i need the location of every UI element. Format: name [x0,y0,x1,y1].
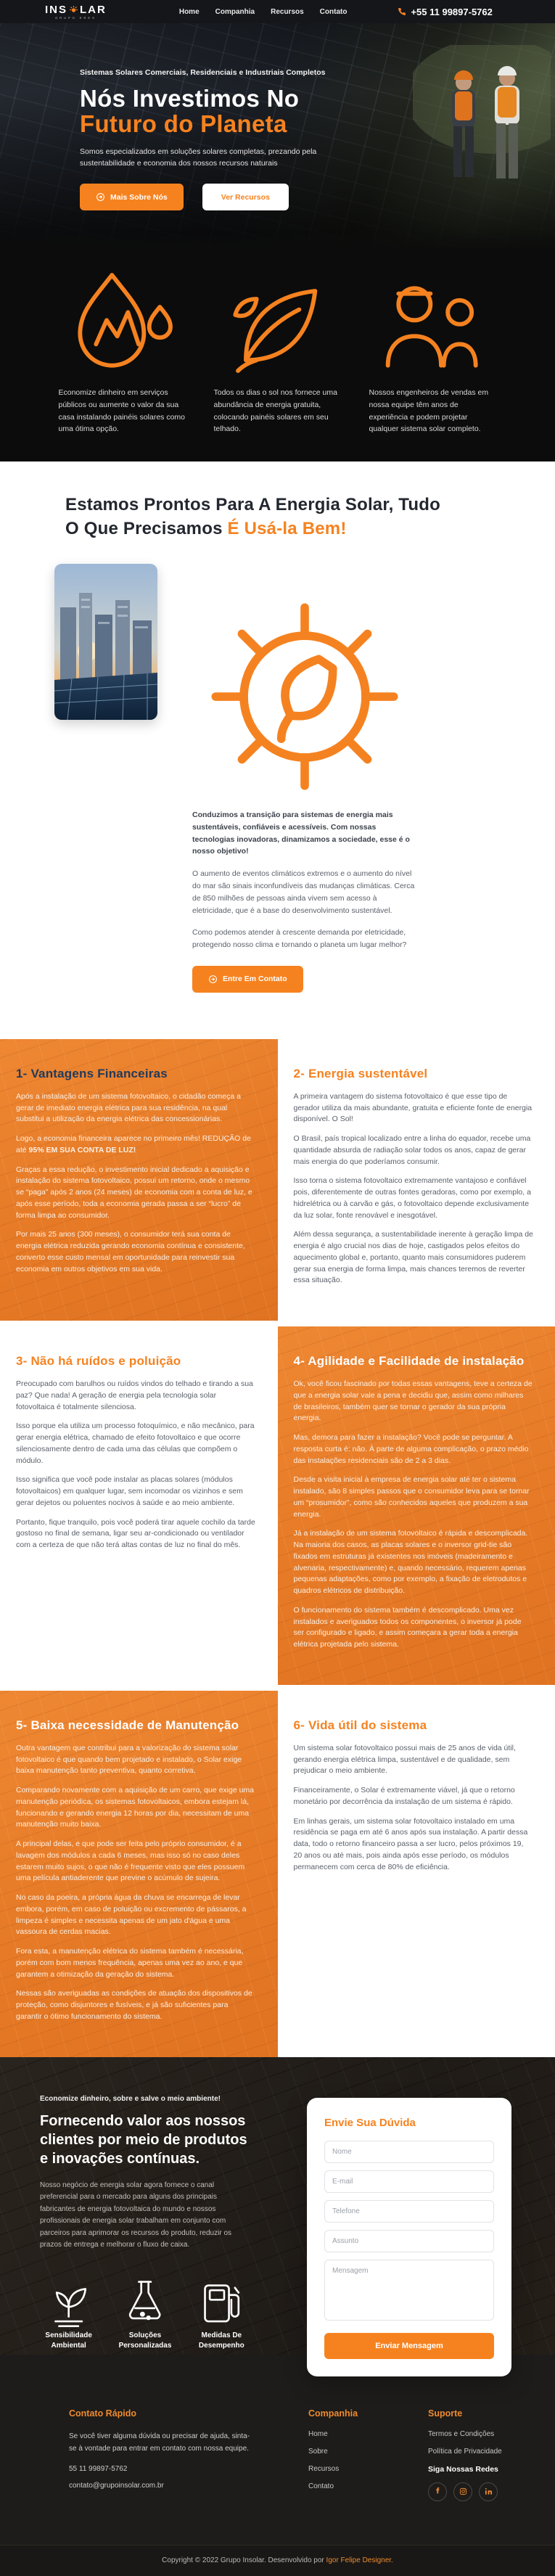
linkedin-icon[interactable] [479,2482,498,2501]
footer-phone[interactable]: 55 11 99897-5762 [69,2465,250,2473]
footer-support-column [428,2408,551,2501]
feature-engineers [369,259,497,435]
instagram-icon[interactable] [453,2482,472,2501]
solar-savings-icon [59,259,186,387]
feature-free-energy [214,259,342,435]
header-phone-link[interactable] [398,7,492,17]
card-agilidade-instalacao: 4- Agilidade e Facilidade de instalação Ok, você ficou fascinado por todas essas vantagens, teve a certeza de que a energia solar vale a pena e decidiu que, assim como milhares de brasileiros, também quer se tornar o gerador da sua própria energia. Mas, demora para fazer a instalação? Você pode se perguntar. A resposta curta é: não. À parte de alguma complicação, o prazo médio das instalações residenciais são de 2 a 3 dias. Desde a visita inicial à empresa de energia solar até ter o sistema instalado, são 8 simples passos que o consumidor leva para se tornar um “prosumidor”, como são conhecidos aqueles que produzem a sua energia. Já a instalação de um sistema fotovoltaico é rápida e descomplicada. Na maioria dos casos, as placas solares e o inversor grid-tie são fixados em estruturas já existentes nos imóveis (madeiramento e alvenaria, respectivamente) e, quando necessário, requerem apenas pequenas adaptações, como por exemplo, a fixação de eletrodutos e quadros elétricos de distribuição. O funcionamento do sistema também é descomplicado. Uma vez instalados e averiguados todos os componentes, o inversor já pode ser configurado e ligado, e assim começara a gerar toda a energia elétrica projetada pelo sistema. [278,1326,555,1685]
feature-solutions-label: Soluções Personalizadas [116,2331,173,2351]
gear-leaf-icon [192,584,417,809]
form-title: Envie Sua Dúvida [324,2117,494,2129]
footer-link-contato[interactable]: Contato [308,2482,395,2490]
about-us-button[interactable]: Mais Sobre Nós [80,184,184,210]
arrow-circle-icon [96,192,105,202]
ready-title: Estamos Prontos Para A Energia Solar, Tudo O Que Precisamos É Usá-la Bem! [65,493,555,541]
feature-savings [59,259,186,435]
hero-title: Nós Investimos No Futuro do Planeta [80,86,348,137]
engineers-icon [369,259,497,387]
see-resources-button[interactable]: Ver Recursos [202,184,289,210]
footer-social-title: Siga Nossas Redes [428,2465,551,2474]
flask-icon [116,2273,173,2331]
card-title: 6- Vida útil do sistema [294,1718,534,1733]
feature-solutions [116,2273,173,2351]
ready-section [0,462,555,548]
send-message-button[interactable]: Enviar Mensagem [324,2333,494,2359]
nav-recursos[interactable]: Recursos [271,8,304,16]
mission-section [0,548,555,1022]
logo-text-left: INS [45,4,67,15]
card-title: 2- Energia sustentável [294,1067,534,1081]
contact-button[interactable]: Entre Em Contato [192,966,303,993]
footer-email[interactable]: contato@grupoinsolar.com.br [69,2482,250,2490]
hero-subtitle: Somos especializados em soluções solares completas, prezando pela sustentabilidade e economia dos nossos recursos naturais [80,146,319,170]
message-field[interactable] [324,2260,494,2321]
features-strip [0,250,555,462]
sun-icon [69,5,78,15]
logo-text-right: LAR [80,4,107,15]
card-vantagens-financeiras: 1- Vantagens Financeiras Após a instalação de um sistema fotovoltaico, o cidadão começa a gerar de imediato energia elétrica para sua residência, na qual substitui a utilização da energia elétrica das concessionárias. Logo, a economia financeira aparece no primeiro mês! REDUÇÃO de até 95% EM SUA CONTA DE LUZ! Graças a essa redução, o investimento inicial dedicado a aquisição e instalação do sistema fotovoltaico, possui um retorno, onde o mesmo se “paga” após 2 anos (24 meses) de economia com a conta de luz, e após esse período, toda a economia gerada passa a ser “lucro” de forma limpa ao consumidor. Por mais 25 anos (300 meses), o consumidor terá sua conta de energia elétrica reduzida gerando economia contínua e consistente, converto esse custo mensal em oportunidade para reinvestir sua economia em outros objetivos em sua vida. [0,1039,278,1321]
contact-form [307,2098,511,2376]
header-phone-number: +55 11 99897-5762 [411,7,492,17]
footer-contact-title: Contato Rápido [69,2408,250,2419]
facebook-icon[interactable] [428,2482,447,2501]
logo-subtitle: GRUPO ERES [45,17,107,20]
value-cta-section [0,2057,555,2355]
advantages-grid [0,1039,555,2057]
feature-performance [193,2273,250,2351]
cta-text: Nosso negócio de energia solar agora fornece o canal preferencial para o mercado para alguns dos principais fabricantes de energia fotovoltaica do mundo e nossos profissionais de energia solar trabalham em conjunto com parceiros para aprimorar os recursos do produto, reduzir os prazos de entrega e melhorar o fluxo de caixa. [40,2180,250,2252]
footer-company-column [308,2408,395,2501]
feature-performance-label: Medidas De Desempenho [193,2331,250,2351]
feature-savings-text: Economize dinheiro em serviços públicos ou aumente o valor da sua casa instalando painéis solares como uma ótima opção. [59,387,186,435]
card-title: 4- Agilidade e Facilidade de instalação [294,1354,534,1369]
card-title: 1- Vantagens Financeiras [16,1067,256,1081]
name-field[interactable] [324,2141,494,2163]
footer-link-home[interactable]: Home [308,2430,395,2438]
free-energy-icon [214,259,342,387]
cta-title: Fornecendo valor aos nossos clientes por meio de produtos e inovações contínuas. [40,2112,250,2168]
mission-lead: Conduzimos a transição para sistemas de energia mais sustentáveis, confiáveis e acessíveis. Com nossas tecnologias inovadoras, dinamizamos a sociedade, esse é o nosso objetivo! [192,809,417,858]
footer-link-privacidade[interactable]: Política de Privacidade [428,2448,551,2456]
arrow-circle-icon [208,975,218,984]
feature-engineers-text: Nossos engenheiros de vendas em nossa equipe têm anos de experiência e podem projetar qualquer sistema solar completo. [369,387,497,435]
nav-companhia[interactable]: Companhia [215,8,255,16]
header [0,0,555,23]
mission-paragraph-2: Como podemos atender à crescente demanda por eletricidade, protegendo nosso clima e tornando o planeta um lugar melhor? [192,927,417,951]
ready-title-accent: É Usá-la Bem! [228,519,347,538]
feature-environment-label: Sensibilidade Ambiental [40,2331,97,2351]
footer [0,2355,555,2545]
highlight-95-percent: 95% EM SUA CONTA DE LUZ! [29,1146,136,1154]
card-energia-sustentavel: 2- Energia sustentável A primeira vantagem do sistema fotovoltaico é que esse tipo de gerador utiliza da mais abundante, gratuita e eficiente fonte de energia disponível. O Sol! O Brasil, país tropical localizado entre a linha do equador, recebe uma quantidade absurda de radiação solar todos os anos, capaz de gerar mais energia do que poderíamos consumir. Isso torna o sistema fotovoltaico extremamente vantajoso e confiável pois, diferentemente de outras fontes geradoras, como por exemplo, a hidrelétrica ou à carvão e gás, o fotovoltaico depende exclusivamente da luz solar, fonte renovável e inesgotável. Além dessa segurança, a sustentabilidade inerente à geração limpa de energia é algo crucial nos dias de hoje, castigados pelos efeitos do aquecimento global e, portanto, quanto mais consumidores puderem gerar sua energia de forma limpa, mais chances teremos de reverter essa situação. [278,1039,555,1321]
footer-contact-text: Se você tiver alguma dúvida ou precisar de ajuda, sinta-se à vontade para entrar em contato com nossa equipe. [69,2430,250,2455]
footer-support-title: Suporte [428,2408,551,2419]
hero-section [0,23,555,250]
nav-contato[interactable]: Contato [320,8,348,16]
card-sem-ruidos: 3- Não há ruídos e poluição Preocupado com barulhos ou ruídos vindos do telhado e tirando a sua paz? Que nada! A geração de energia pela tecnologia solar fotovoltaica é totalmente silenciosa. Isso porque ela utiliza um processo fotoquímico, e não mecânico, para gerar energia elétrica, chamado de efeito fotovoltaico e que ocorre silenciosamente dentro de cada uma das células que compõem o módulo. Isso significa que você pode instalar as placas solares (módulos fotovoltaicos) em qualquer lugar, sem incomodar os vizinhos e sem gerar dejetos ou poluentes nocivos à saúde e ao meio ambiente. Portanto, fique tranquilo, pois você poderá tirar aquele cochilo da tarde gostoso no final de semana, ligar seu ar-condicionado ou ventilador com a certeza de que não terá altas contas de luz no final do mês. [0,1326,278,1685]
mission-paragraph-1: O aumento de eventos climáticos extremos e o aumento do nível do mar são sinais inconfundíveis das mudanças climáticas. Cerca de 850 milhões de pessoas ainda vivem sem acesso à eletricidade, que é a base do desenvolvimento sustentável. [192,868,417,916]
cta-eyebrow: Economize dinheiro, sobre e salve o meio ambiente! [40,2095,250,2103]
feature-environment [40,2273,97,2351]
email-field[interactable] [324,2170,494,2193]
main-nav [179,8,348,16]
hero-title-accent: Futuro do Planeta [80,111,348,136]
feature-free-energy-text: Todos os dias o sol nos fornece uma abundância de energia gratuita, colocando painéis solares em seu telhado. [214,387,342,435]
subject-field[interactable] [324,2230,494,2252]
environment-icon [40,2273,97,2331]
footer-link-recursos[interactable]: Recursos [308,2465,395,2473]
copyright-text: Copyright © 2022 Grupo Insolar. Desenvolvido por [162,2556,326,2564]
logo[interactable] [45,4,107,20]
footer-link-sobre[interactable]: Sobre [308,2448,395,2456]
designer-credit-link[interactable]: Igor Felipe Designer. [326,2556,393,2564]
card-title: 5- Baixa necessidade de Manutenção [16,1718,256,1733]
card-vida-util: 6- Vida útil do sistema Um sistema solar fotovoltaico possui mais de 25 anos de vida útil, gerando energia elétrica limpa, sustentável e de qualidade, sem prejudicar o meio ambiente. Financeiramente, o Solar é extremamente viável, já que o retorno monetário por decorrência da instalação de um sistema é rápido. Em linhas gerais, um sistema solar fotovoltaico instalado em uma residência se paga em até 6 anos após sua instalação. A partir dessa data, todo o retorno financeiro passa a ser lucro, pelos próximos 19, 20 anos ou até mais, pois ainda após esse período, os módulos permanecem com cerca de 80% de eficiência. [278,1691,555,2057]
workers-photo [413,45,551,197]
footer-company-title: Companhia [308,2408,395,2419]
copyright-bar [0,2545,555,2576]
phone-icon [398,7,406,16]
footer-contact-column [69,2408,250,2501]
hero-eyebrow: Sistemas Solares Comerciais, Residenciais e Industriais Completos [80,68,348,77]
footer-link-termos[interactable]: Termos e Condições [428,2430,551,2438]
nav-home[interactable]: Home [179,8,200,16]
card-baixa-manutencao: 5- Baixa necessidade de Manutenção Outra vantagem que contribui para a valorização do sistema solar fotovoltaico é que quando bem projetado e instalado, o Solar exige baixa manutenção tanto preventiva, quanto corretiva. Comparando novamente com a aquisição de um carro, que exige uma manutenção periódica, os sistemas fotovoltaicos, embora estejam lá, funcionando e gerando energia 12 horas por dia, necessitam de uma manutenção muito baixa. A principal delas, e que pode ser feita pelo próprio consumidor, é a lavagem dos módulos a cada 6 meses, mas isso só no caso deles estarem muito sujos, o que não é frequente visto que eles possuem uma película antiaderente que previne o acúmulo de sujeira. No caso da poeira, a própria água da chuva se encarrega de levar embora, porém, em caso de poluição ou excremento de pássaros, a limpeza é simples e necessita apenas de um jato d'água e uma vassoura de cerdas macias. Fora esta, a manutenção elétrica do sistema também é necessária, porém com bom menos frequência, apenas uma vez ao ano, e que garantem a otimização da geração do sistema. Nessas são averiguadas as condições de atuação dos dispositivos de proteção, como disjuntores e fusíveis, e já são suficientes para garantir o ótimo funcionamento do sistema. [0,1691,278,2057]
card-title: 3- Não há ruídos e poluição [16,1354,256,1369]
gauge-icon [193,2273,250,2331]
phone-field[interactable] [324,2200,494,2223]
city-solar-image [54,564,157,720]
